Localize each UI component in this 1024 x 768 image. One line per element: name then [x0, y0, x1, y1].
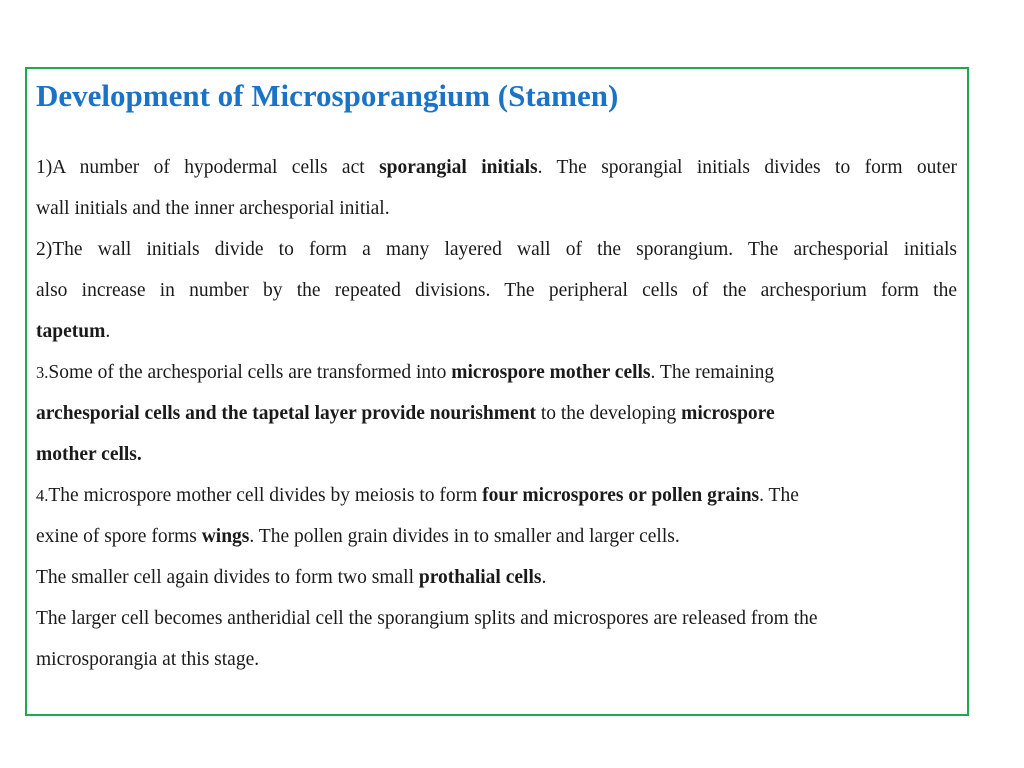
text-run: Some of the archesporial cells are transformed into [48, 362, 452, 383]
paragraph-3-line-1 [36, 360, 774, 386]
text-run: The smaller cell again divides to form two small [36, 567, 419, 588]
list-number: 4. [36, 486, 49, 505]
text-run: 1)A number of hypodermal cells act [36, 157, 380, 178]
paragraph-1-line-2: wall initials and the inner archesporial initial. [36, 198, 390, 219]
paragraph-6-line-1: The larger cell becomes antheridial cell the sporangium splits and microspores are released from the [36, 608, 818, 629]
paragraph-2-line-1: 2)The wall initials divide to form a many layered wall of the sporangium. The archesporial initials [36, 239, 957, 260]
text-run: . The pollen grain divides in to smaller and larger cells. [249, 526, 680, 547]
bold-phrase-nourishment: archesporial cells and the tapetal layer provide nourishment [36, 403, 536, 424]
text-run: . [541, 567, 547, 588]
list-number: 3. [36, 363, 49, 382]
slide-title: Development of Microsporangium (Stamen) [36, 78, 619, 113]
paragraph-2-line-3 [36, 319, 110, 345]
text-run: to the developing [535, 403, 682, 424]
paragraph-3-line-3: mother cells. [36, 444, 142, 465]
paragraph-5 [36, 565, 546, 591]
text-run: . [105, 321, 111, 342]
paragraph-4-line-2 [36, 524, 680, 550]
bold-term-tapetum: tapetum [36, 321, 106, 342]
text-run: exine of spore forms [36, 526, 202, 547]
paragraph-1-line-1 [36, 155, 957, 181]
paragraph-3-line-2 [36, 401, 775, 427]
text-run: . The [759, 485, 799, 506]
paragraph-2-line-2: also increase in number by the repeated divisions. The peripheral cells of the archesporium form the [36, 280, 957, 301]
bold-term-microspore-mother-cells: microspore mother cells [451, 362, 651, 383]
text-run: . The sporangial initials divides to form outer [537, 157, 957, 178]
bold-term-four-microspores: four microspores or pollen grains [482, 485, 760, 506]
bold-term-prothalial-cells: prothalial cells [418, 567, 542, 588]
paragraph-6-line-2: microsporangia at this stage. [36, 649, 260, 670]
bold-term-microspore: microspore [681, 403, 775, 424]
paragraph-4-line-1 [36, 483, 799, 509]
text-run: . The remaining [650, 362, 775, 383]
text-run: The microspore mother cell divides by meiosis to form [48, 485, 483, 506]
bold-term-sporangial-initials: sporangial initials [379, 157, 538, 178]
bold-term-wings: wings [201, 526, 250, 547]
